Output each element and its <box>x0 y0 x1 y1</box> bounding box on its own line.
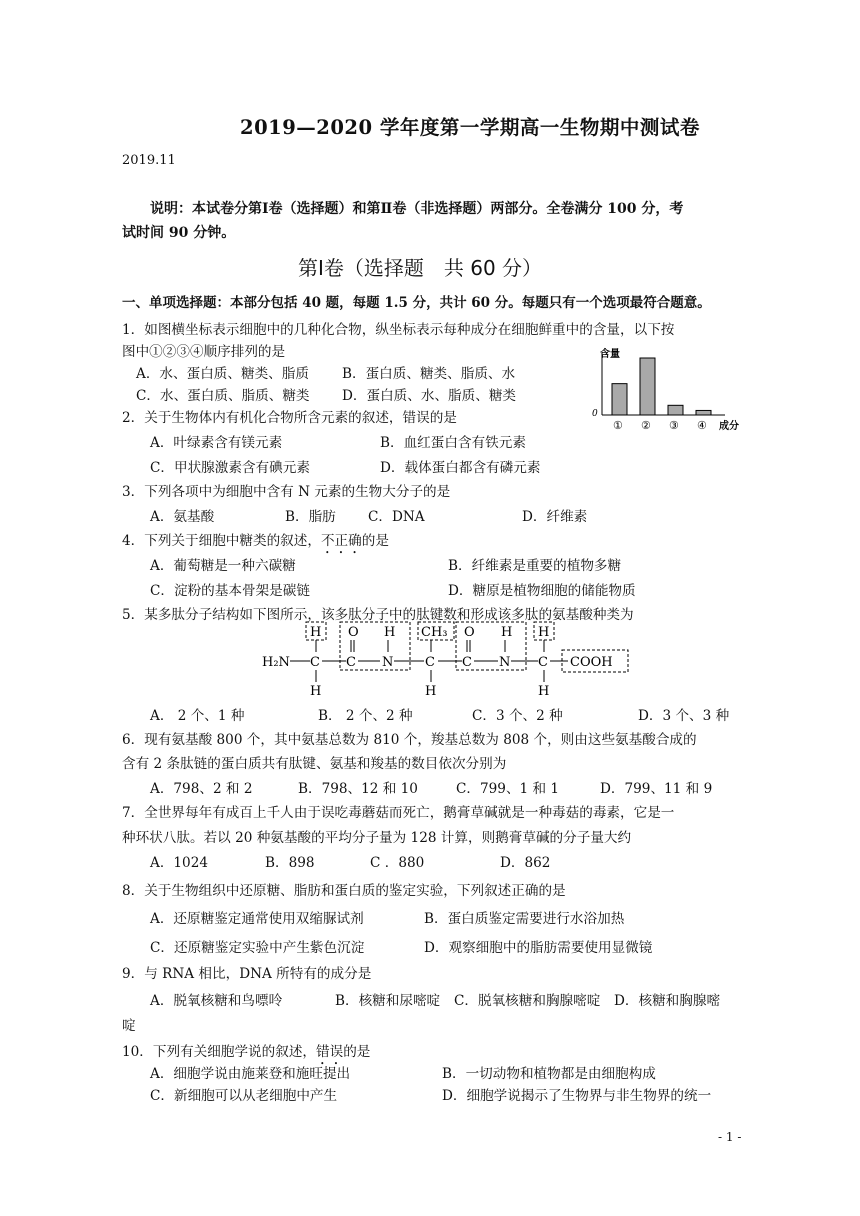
group-h-4: H <box>538 625 550 640</box>
q3-option-c: C．DNA <box>368 509 425 525</box>
chart-tick-label-1: ① <box>613 419 623 432</box>
q9-option-c: C．脱氧核糖和胸腺嘧啶 <box>454 993 601 1009</box>
q10-option-a: A．细胞学说由施莱登和施旺提出 <box>150 1066 351 1082</box>
q3-option-a: A．氨基酸 <box>150 509 215 525</box>
carbon-4: C <box>462 655 472 670</box>
q7-option-b: B．898 <box>265 855 315 871</box>
q7-option-d: D．862 <box>500 855 551 871</box>
amino-terminus: H₂N <box>262 655 290 670</box>
q8-option-b: B．蛋白质鉴定需要进行水浴加热 <box>424 911 625 927</box>
nitrogen-2: N <box>499 655 511 670</box>
part-heading: 一、单项选择题：本部分包括 40 题，每题 1.5 分，共计 60 分。每题只有一个选项最符合题意。 <box>122 295 711 311</box>
group-h-1: H <box>310 625 322 640</box>
bottom-h-2: H <box>425 684 437 699</box>
q10-option-b: B．一切动物和植物都是由细胞构成 <box>442 1066 656 1082</box>
question-6-line-2: 含有 2 条肽链的蛋白质共有肽键、氨基和羧基的数目依次分别为 <box>122 756 507 772</box>
q5-option-c: C．3 个、2 种 <box>472 708 563 724</box>
q2-option-b: B．血红蛋白含有铁元素 <box>380 435 526 451</box>
q10-option-d: D．细胞学说揭示了生物界与非生物界的统一 <box>442 1088 712 1104</box>
q4-stem-start: 4．下列关于细胞中糖类的叙述， <box>122 533 321 549</box>
polypeptide-structure-diagram <box>258 620 638 700</box>
q3-option-d: D．纤维素 <box>522 509 588 525</box>
q4-option-c: C．淀粉的基本骨架是碳链 <box>150 583 310 599</box>
question-9: 9．与 RNA 相比，DNA 所特有的成分是 <box>122 966 372 982</box>
q1-option-a: A．水、蛋白质、糖类、脂质 <box>136 366 309 382</box>
instructions-line-2: 试时间 90 分钟。 <box>122 225 236 241</box>
q8-option-d: D．观察细胞中的脂肪需要使用显微镜 <box>424 940 653 956</box>
q6-option-c: C．799、1 和 1 <box>456 781 560 797</box>
group-ch3: CH₃ <box>421 625 448 640</box>
question-3: 3．下列各项中为细胞中含有 N 元素的生物大分子的是 <box>122 484 451 500</box>
chart-bar-2 <box>640 358 655 415</box>
q9-option-d: D．核糖和胸腺嘧 <box>614 993 721 1009</box>
q8-option-a: A．还原糖鉴定通常使用双缩脲试剂 <box>150 911 364 927</box>
carbon-1: C <box>310 655 320 670</box>
carbon-5: C <box>538 655 548 670</box>
carbon-3: C <box>425 655 435 670</box>
q8-option-c: C．还原糖鉴定实验中产生紫色沉淀 <box>150 940 365 956</box>
question-7-line-2: 种环状八肽。若以 20 种氨基酸的平均分子量为 128 计算，则鹅膏草碱的分子量大约 <box>122 830 632 846</box>
chart-tick-label-2: ② <box>641 419 651 432</box>
q4-stem-end: 的是 <box>361 533 389 549</box>
q4-option-b: B．纤维素是重要的植物多糖 <box>448 558 622 574</box>
question-1-line-1: 1．如图横坐标表示细胞中的几种化合物，纵坐标表示每种成分在细胞鲜重中的含量，以下按 <box>122 322 675 338</box>
group-o-2: O <box>464 625 475 640</box>
q6-option-b: B．798、12 和 10 <box>298 781 418 797</box>
bottom-h-3: H <box>538 684 550 699</box>
group-h-2: H <box>384 625 396 640</box>
carboxyl-terminus: COOH <box>570 655 613 670</box>
q7-option-a: A．1024 <box>150 855 209 871</box>
chart-bar-4 <box>696 410 711 415</box>
exam-date: 2019.11 <box>122 153 176 168</box>
q1-option-d: D．蛋白质、水、脂质、糖类 <box>342 388 517 404</box>
q6-option-d: D．799、11 和 9 <box>600 781 713 797</box>
q9-option-b: B．核糖和尿嘧啶 <box>335 993 441 1009</box>
nitrogen-1: N <box>382 655 394 670</box>
chart-bar-3 <box>668 405 683 415</box>
question-5: 5．某多肽分子结构如下图所示，该多肽分子中的肽键数和形成该多肽的氨基酸种类为 <box>122 607 634 623</box>
q3-option-b: B．脂肪 <box>285 509 336 525</box>
q2-option-d: D．载体蛋白都含有磷元素 <box>380 460 541 476</box>
q9-option-d-wrap: 啶 <box>122 1018 136 1034</box>
q4-option-a: A．葡萄糖是一种六碳糖 <box>150 558 296 574</box>
q10-stem-end: 的是 <box>343 1044 371 1060</box>
q10-option-c: C．新细胞可以从老细胞中产生 <box>150 1088 338 1104</box>
page-number: - 1 - <box>718 1130 742 1144</box>
bottom-h-1: H <box>310 684 322 699</box>
compound-content-chart <box>588 346 748 436</box>
q4-option-d: D．糖原是植物细胞的储能物质 <box>448 583 636 599</box>
question-2: 2．关于生物体内有机化合物所含元素的叙述，错误的是 <box>122 410 457 426</box>
question-8: 8．关于生物组织中还原糖、脂肪和蛋白质的鉴定实验，下列叙述正确的是 <box>122 883 566 899</box>
q5-option-a: A． 2 个、1 种 <box>150 708 245 724</box>
q4-emphasis: 不正确 <box>320 533 362 549</box>
chart-bar-1 <box>612 384 627 415</box>
q1-option-c: C．水、蛋白质、脂质、糖类 <box>136 388 310 404</box>
q10-stem-start: 10．下列有关细胞学说的叙述， <box>122 1044 317 1060</box>
page-title: 2019—2020 学年度第一学期高一生物期中测试卷 <box>240 116 700 139</box>
q5-option-b: B． 2 个、2 种 <box>318 708 413 724</box>
question-1-line-2: 图中①②③④顺序排列的是 <box>122 344 286 360</box>
question-6-line-1: 6．现有氨基酸 800 个，其中氨基总数为 810 个，羧基总数为 808 个，则由这些氨基酸合成的 <box>122 732 697 748</box>
q7-option-c: C ．880 <box>370 855 425 871</box>
q10-emphasis: 错误 <box>316 1044 344 1060</box>
carbon-2: C <box>346 655 356 670</box>
question-4 <box>122 529 389 557</box>
q9-option-a: A．脱氧核糖和鸟嘌呤 <box>150 993 283 1009</box>
group-o-1: O <box>348 625 359 640</box>
q2-option-c: C．甲状腺激素含有碘元素 <box>150 460 310 476</box>
chart-x-label: 成分 <box>719 421 739 432</box>
q1-option-b: B．蛋白质、糖类、脂质、水 <box>342 366 516 382</box>
chart-tick-label-3: ③ <box>669 419 679 432</box>
section-title: 第Ⅰ卷（选择题 共 60 分） <box>298 256 543 280</box>
q5-option-d: D．3 个、3 种 <box>638 708 730 724</box>
group-h-3: H <box>501 625 513 640</box>
instructions-line-1: 说明：本试卷分第Ⅰ卷（选择题）和第Ⅱ卷（非选择题）两部分。全卷满分 100 分，考 <box>150 201 684 217</box>
chart-tick-label-4: ④ <box>697 419 707 432</box>
q6-option-a: A．798、2 和 2 <box>150 781 253 797</box>
chart-origin-label: 0 <box>592 409 598 419</box>
chart-y-label: 含量 <box>600 349 620 360</box>
question-7-line-1: 7．全世界每年有成百上千人由于误吃毒蘑菇而死亡，鹅膏草碱就是一种毒菇的毒素，它是一 <box>122 805 675 821</box>
q2-option-a: A．叶绿素含有镁元素 <box>150 435 283 451</box>
